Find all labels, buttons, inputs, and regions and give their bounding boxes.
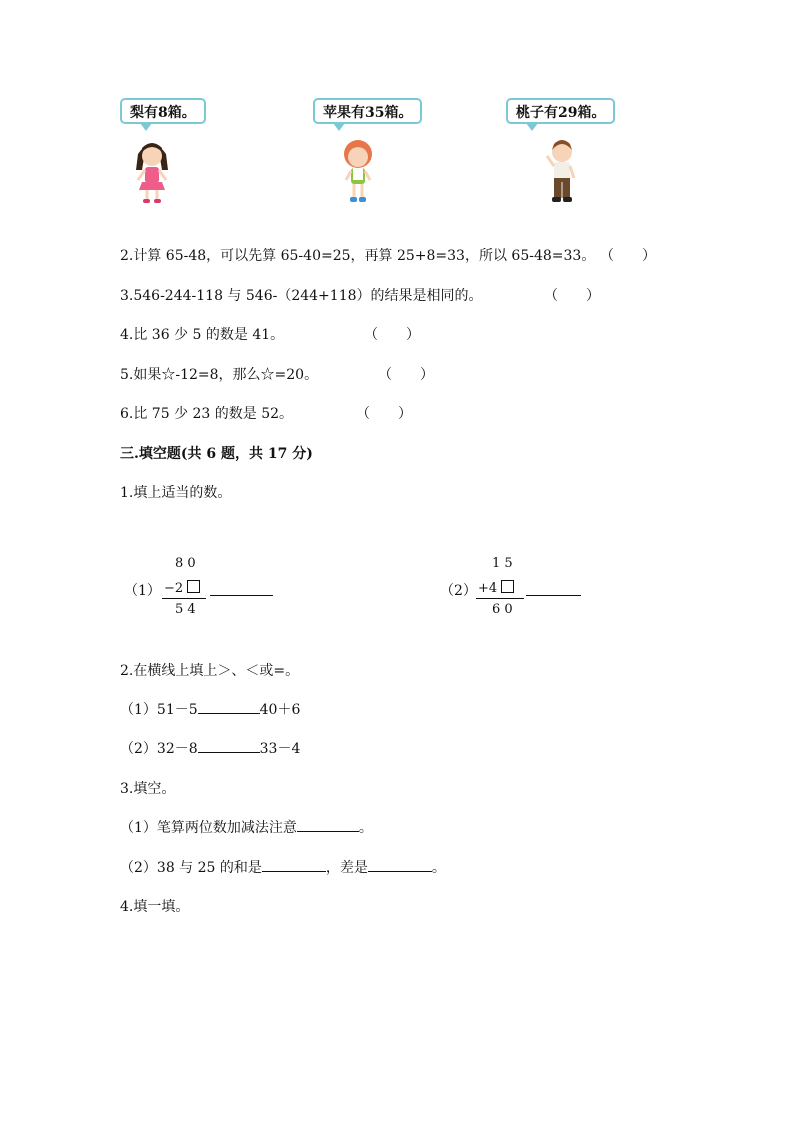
fill-row-1: （1）笔算两位数加减法注意 。 [120,817,373,837]
answer-paren-6[interactable]: （ ） [356,406,412,422]
judge-item-3: 3.546-244-118 与 546-（244+118）的结果是相同的。 [120,288,483,304]
fill-blank-1[interactable] [297,817,359,832]
problem-2-blank[interactable] [526,595,581,596]
question-3-title: 3.填空。 [120,781,176,797]
boy-figure-icon [540,138,584,204]
question-2-title: 2.在横线上填上＞、＜或=。 [120,663,300,679]
answer-box-1[interactable] [187,580,200,593]
compare-row-1: （1）51－5 40＋6 [120,699,300,719]
answer-paren-3[interactable]: （ ） [544,288,600,304]
fill-row-2: （2）38 与 25 的和是 ，差是 。 [120,857,446,877]
compare-row-2: （2）32－8 33－4 [120,738,300,758]
judge-item-4: 4.比 36 少 5 的数是 41。 [120,327,285,343]
speech-bubble-peaches: 桃子有29箱。 [506,98,615,124]
sum-blank[interactable] [262,857,326,872]
judge-item-2: 2.计算 65-48，可以先算 65-40=25，再算 25+8=33，所以 65-48=33。 [120,248,596,264]
problem-2-label: （2） [440,583,477,599]
girl-figure-icon [130,136,174,204]
speech-bubble-apples: 苹果有35箱。 [313,98,422,124]
problem-1-blank[interactable] [210,595,273,596]
answer-box-2[interactable] [501,580,514,593]
problem-1-operator-row: −2 [164,580,200,596]
problem-1-top: 8 0 [175,556,196,571]
girl-redhair-figure-icon [336,138,380,204]
difference-blank[interactable] [368,857,432,872]
answer-paren-4[interactable]: （ ） [364,327,420,343]
problem-2-bottom: 6 0 [492,602,513,617]
speech-bubble-pears: 梨有8箱。 [120,98,206,124]
section-title: 三.填空题(共 6 题，共 17 分) [120,446,313,462]
question-4-title: 4.填一填。 [120,899,190,915]
answer-paren-5[interactable]: （ ） [378,367,434,383]
compare-blank-1[interactable] [198,699,260,714]
judge-item-6: 6.比 75 少 23 的数是 52。 [120,406,294,422]
problem-1-label: （1） [124,583,161,599]
compare-blank-2[interactable] [198,738,260,753]
answer-paren-2[interactable]: （ ） [600,248,656,264]
problem-1-rule [162,598,206,599]
problem-2-operator-row: +4 [478,580,514,596]
question-1-title: 1.填上适当的数。 [120,485,232,501]
problem-2-top: 1 5 [492,556,513,571]
judge-item-5: 5.如果☆-12=8，那么☆=20。 [120,367,319,383]
problem-2-rule [476,598,524,599]
problem-1-bottom: 5 4 [175,602,196,617]
